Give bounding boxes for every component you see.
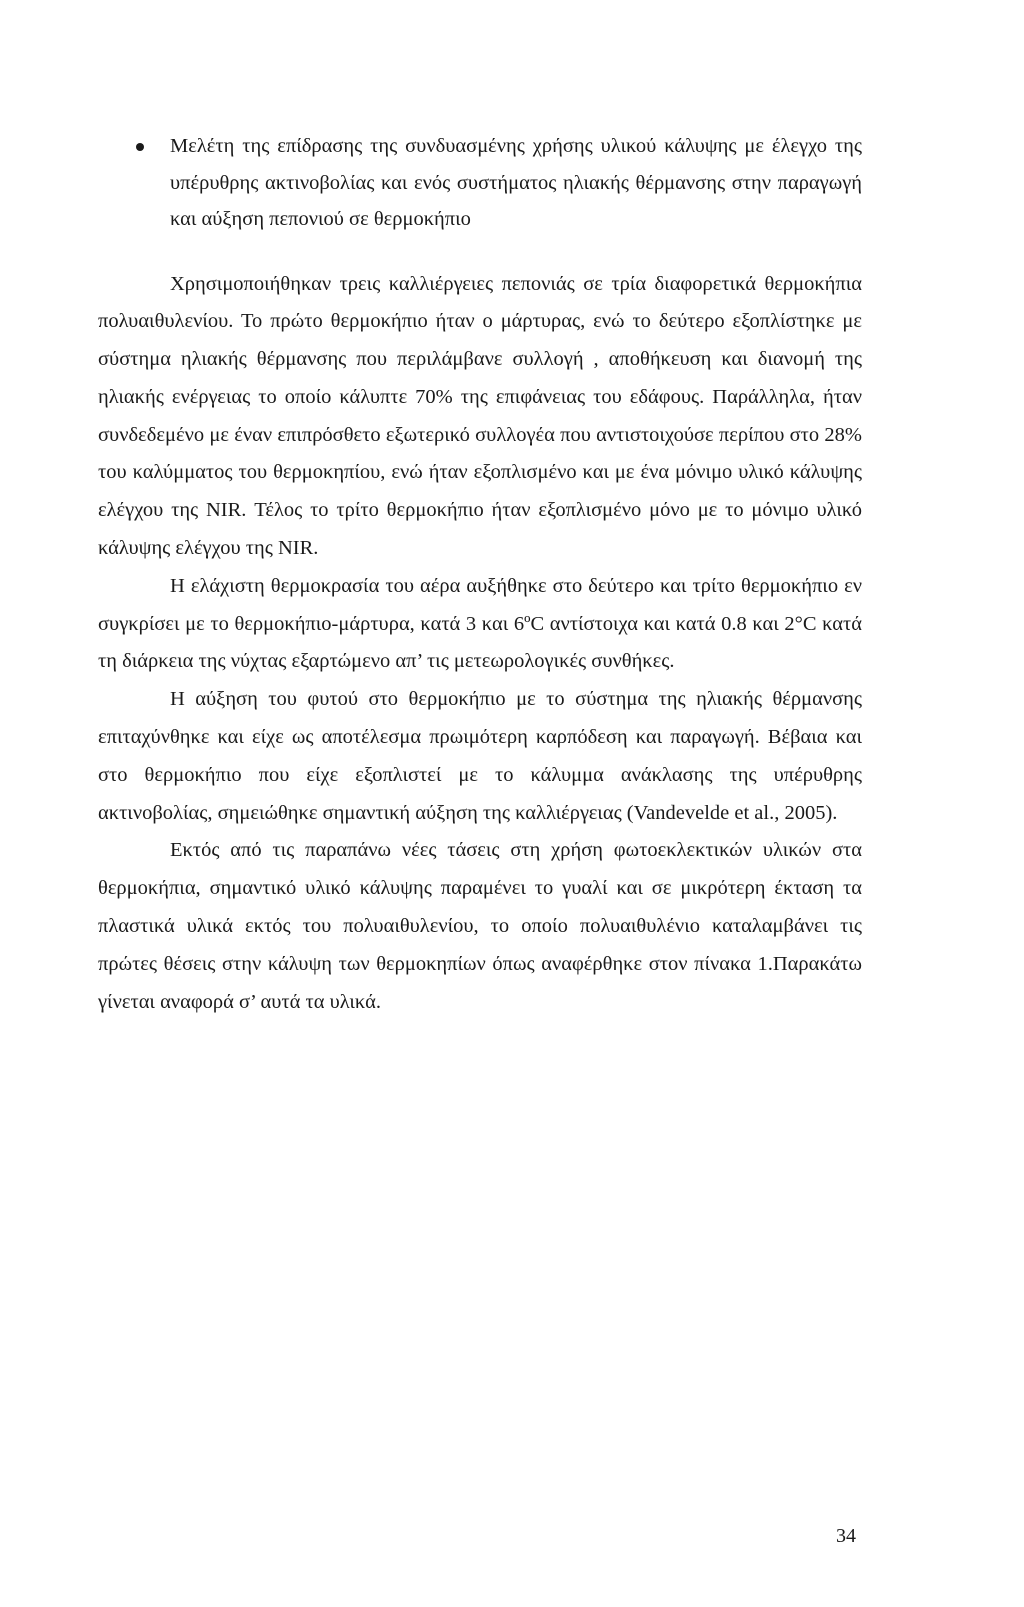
document-body xyxy=(98,128,862,1021)
paragraph-materials: Εκτός από τις παραπάνω νέες τάσεις στη χρήση φωτοεκλεκτικών υλικών στα θερμοκήπια, σημαντικό υλικό κάλυψης παραμένει το γυαλί και σε μικρότερη έκταση τα πλαστικά υλικά εκτός του πολυαιθυλενίου, το οποίο πολυαιθυλένιο καταλαμβάνει τις πρώτες θέσεις στην κάλυψη των θερμοκηπίων όπως αναφέρθηκε στον πίνακα 1.Παρακάτω γίνεται αναφορά σ’ αυτά τα υλικά. xyxy=(98,839,862,1013)
paragraph-temperature: Η ελάχιστη θερμοκρασία του αέρα αυξήθηκε στο δεύτερο και τρίτο θερμοκήπιο εν συγκρίσει με το θερμοκήπιο-μάρτυρα, κατά 3 και 6ºC αντίστοιχα και κατά 0.8 και 2°C κατά τη διάρκεια της νύχτας εξαρτώμενο απ’ τις μετεωρολογικές συνθήκες. xyxy=(98,574,862,673)
paragraph-growth: Η αύξηση του φυτού στο θερμοκήπιο με το σύστημα της ηλιακής θέρμανσης επιταχύνθηκε και είχε ως αποτέλεσμα πρωιμότερη καρπόδεση και παραγωγή. Βέβαια και στο θερμοκήπιο που είχε εξοπλιστεί με το κάλυμμα ανάκλασης της υπέρυθρης ακτινοβολίας, σημειώθηκε σημαντική αύξηση της καλλιέργειας (Vandevelde et al., 2005). xyxy=(98,688,862,824)
bullet-dot-icon xyxy=(136,143,144,151)
paragraph-methods: Χρησιμοποιήθηκαν τρεις καλλιέργειες πεπονιάς σε τρία διαφορετικά θερμοκήπια πολυαιθυλενίου. Το πρώτο θερμοκήπιο ήταν ο μάρτυρας, ενώ το δεύτερο εξοπλίστηκε με σύστημα ηλιακής θέρμανσης που περιλάμβανε συλλογή , αποθήκευση και διανομή της ηλιακής ενέργειας το οποίο κάλυπτε 70% της επιφάνειας του εδάφους. Παράλληλα, ήταν συνδεδεμένο με έναν επιπρόσθετο εξωτερικό συλλογέα που αντιστοιχούσε περίπου στο 28% του καλύμματος του θερμοκηπίου, ενώ ήταν εξοπλισμένο και με ένα μόνιμο υλικό κάλυψης ελέγχου της NIR. Τέλος το τρίτο θερμοκήπιο ήταν εξοπλισμένο μόνο με το μόνιμο υλικό κάλυψης ελέγχου της NIR. xyxy=(98,272,862,560)
page-number: 34 xyxy=(836,1525,856,1547)
bullet-item xyxy=(98,128,862,238)
bullet-text: Μελέτη της επίδρασης της συνδυασμένης χρήσης υλικού κάλυψης με έλεγχο της υπέρυθρης ακτινοβολίας και ενός συστήματος ηλιακής θέρμανσης στην παραγωγή και αύξηση πεπονιού σε θερμοκήπιο xyxy=(170,135,862,230)
